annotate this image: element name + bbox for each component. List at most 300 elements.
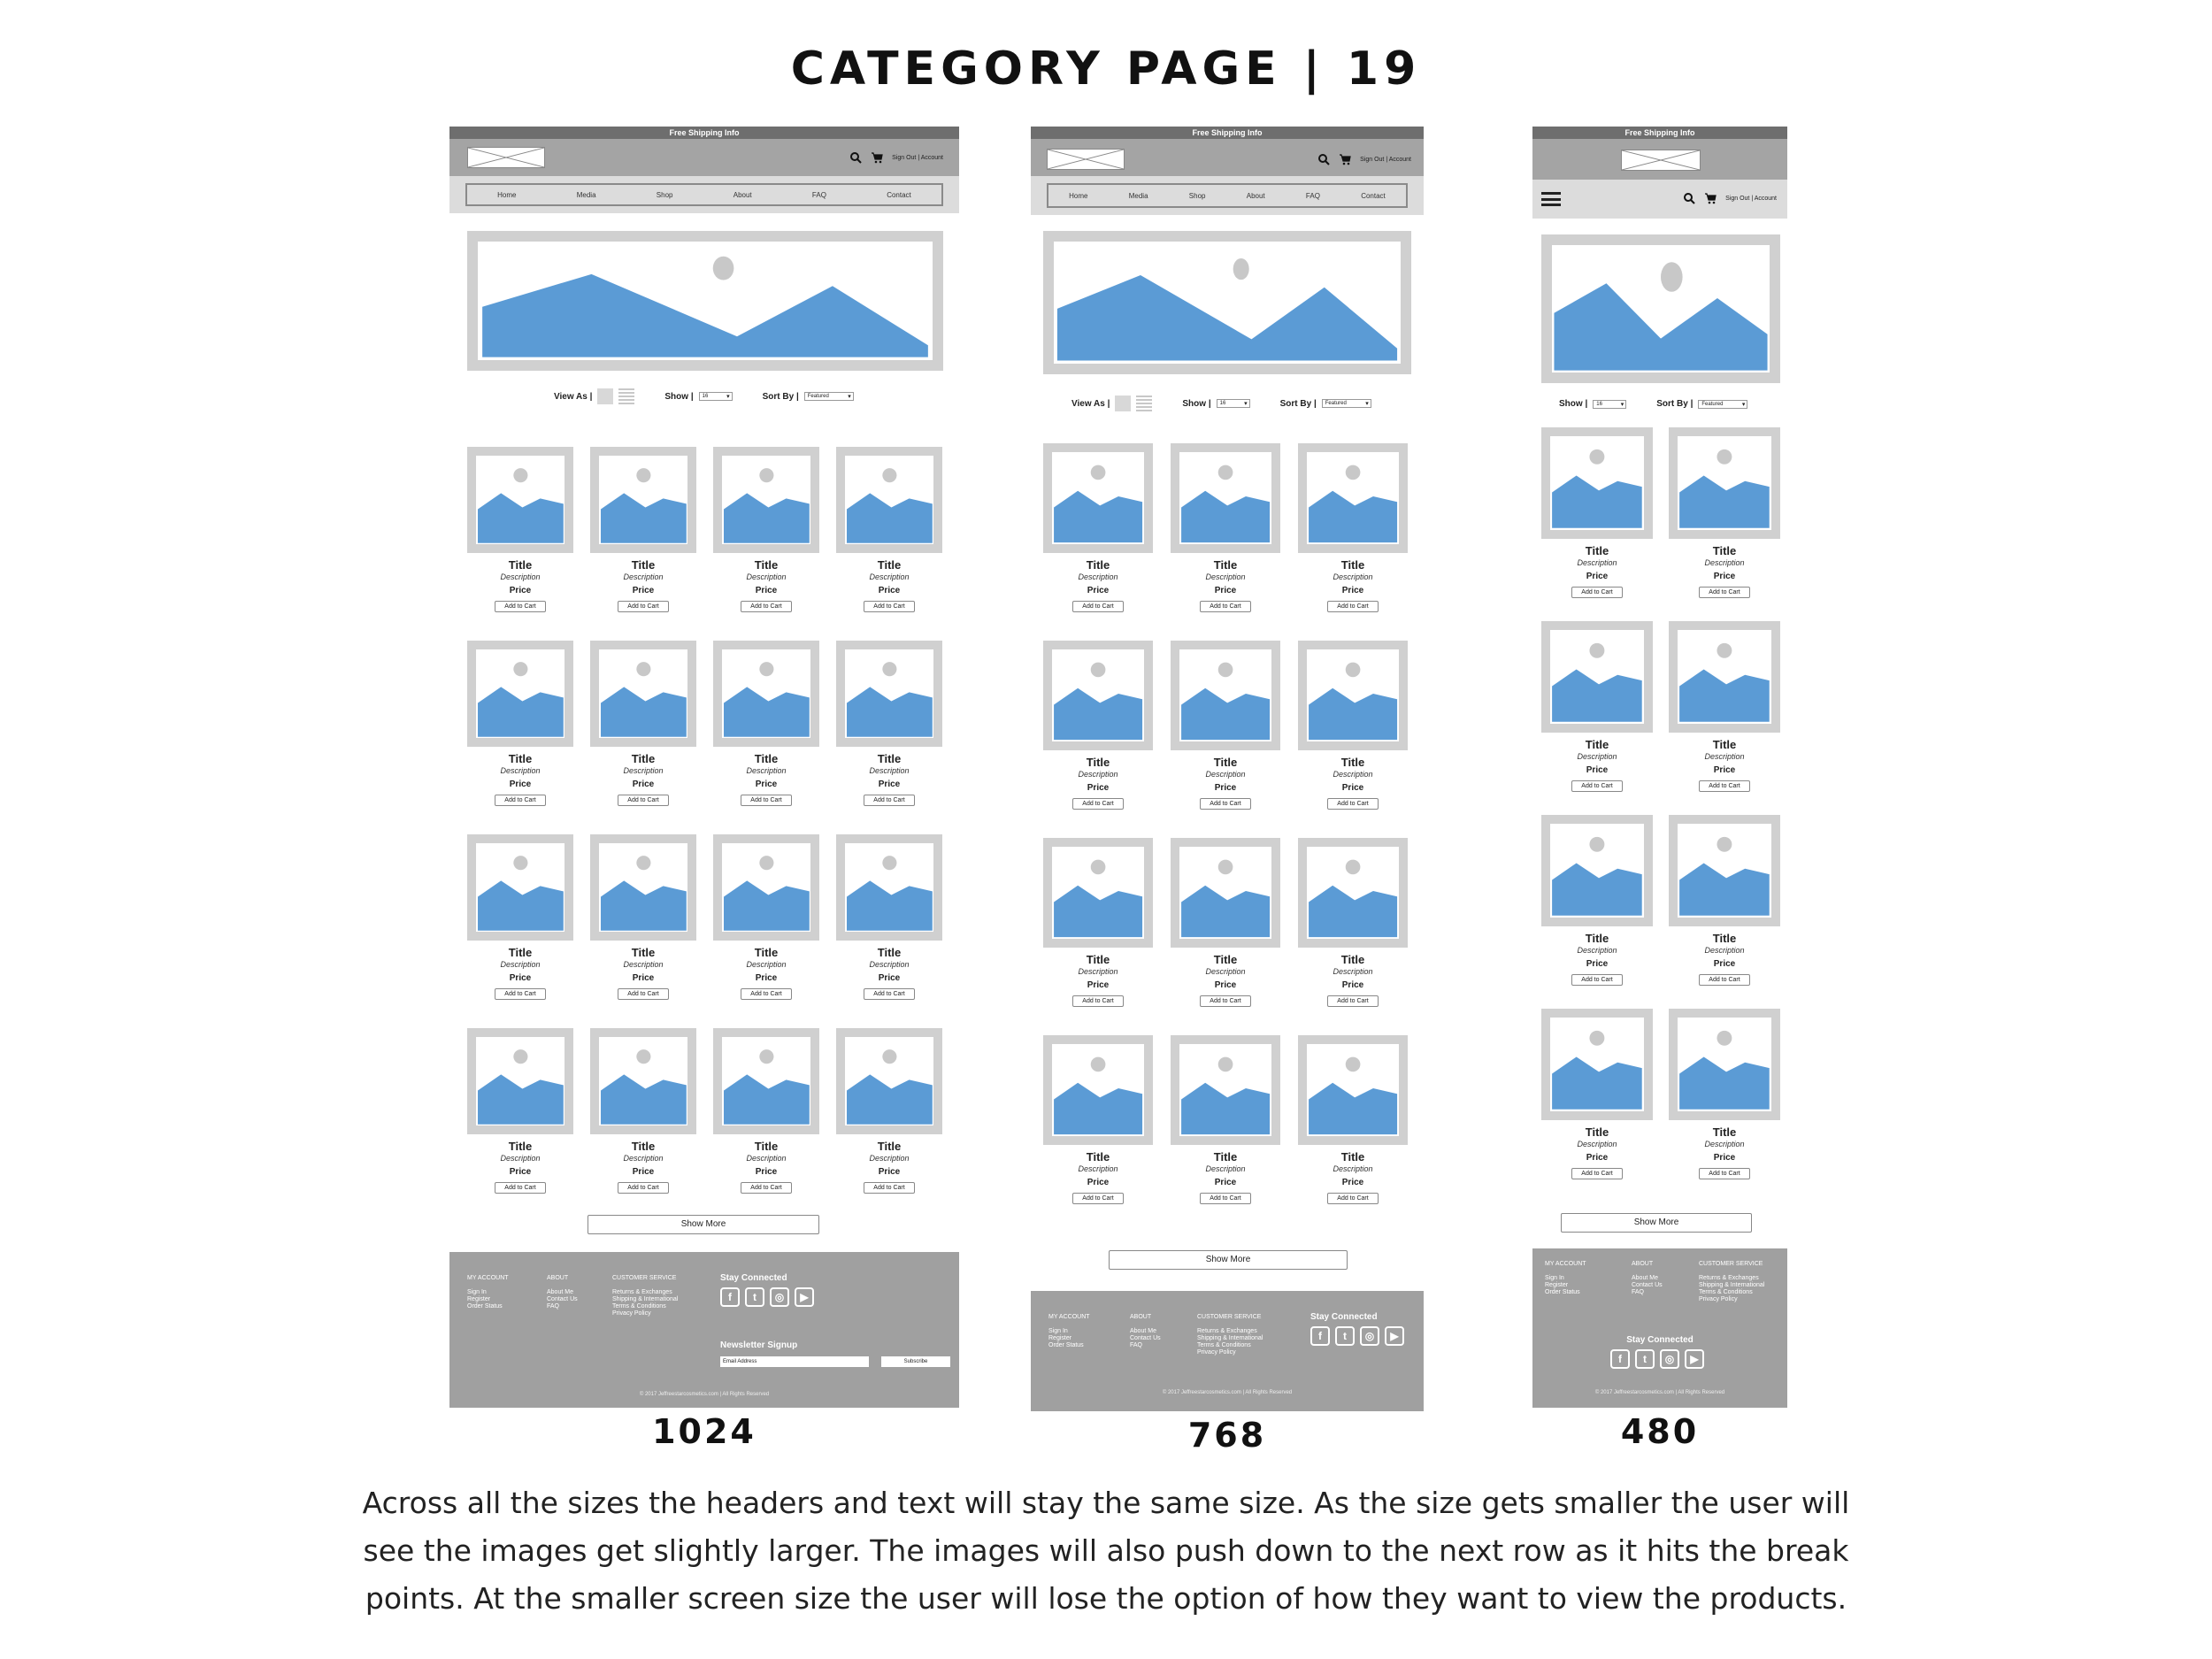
product-image[interactable] <box>590 641 696 747</box>
logo-placeholder[interactable] <box>1621 150 1701 171</box>
twitter-icon[interactable]: t <box>1635 1349 1655 1369</box>
product-card[interactable] <box>467 447 573 612</box>
add-to-cart-button[interactable]: Add to Cart <box>1571 587 1622 598</box>
footer-link[interactable]: Returns & Exchanges <box>1699 1275 1759 1281</box>
product-description: Description <box>623 960 664 969</box>
product-description: Description <box>746 1154 787 1163</box>
product-image[interactable] <box>1171 838 1280 948</box>
footer-link[interactable]: Sign In <box>467 1289 487 1295</box>
youtube-icon[interactable]: ▶ <box>795 1287 814 1307</box>
add-to-cart-button[interactable]: Add to Cart <box>1200 601 1250 612</box>
product-card[interactable] <box>1669 621 1780 792</box>
shipping-banner[interactable]: Free Shipping Info <box>449 127 959 139</box>
shipping-banner[interactable]: Free Shipping Info <box>1532 127 1787 139</box>
facebook-icon[interactable]: f <box>1310 1326 1330 1346</box>
cart-icon[interactable] <box>1704 192 1717 204</box>
product-image[interactable] <box>1043 443 1153 553</box>
size-label-1024: 1024 <box>652 1412 757 1451</box>
product-title[interactable]: Title <box>631 1140 656 1153</box>
product-price: Price <box>1341 1178 1364 1187</box>
add-to-cart-button[interactable]: Add to Cart <box>1327 601 1378 612</box>
product-card[interactable] <box>1541 815 1653 986</box>
product-card[interactable] <box>1043 443 1153 612</box>
nav-shop[interactable]: Shop <box>1188 191 1206 200</box>
social-icons <box>720 1287 814 1307</box>
sort-select[interactable]: Featured ▾ <box>804 392 854 401</box>
product-card[interactable] <box>836 447 942 612</box>
product-description: Description <box>1333 1164 1373 1173</box>
product-card[interactable] <box>1298 1035 1408 1204</box>
nav-bar <box>1532 180 1787 219</box>
product-price: Price <box>755 780 778 789</box>
product-image[interactable] <box>1669 621 1780 733</box>
subscribe-button[interactable]: Subscribe <box>881 1356 950 1367</box>
instagram-icon[interactable]: ◎ <box>770 1287 789 1307</box>
twitter-icon[interactable]: t <box>745 1287 764 1307</box>
product-price: Price <box>632 973 655 983</box>
add-to-cart-button[interactable]: Add to Cart <box>864 1182 914 1194</box>
footer-link[interactable]: FAQ <box>1632 1289 1645 1295</box>
product-card[interactable] <box>1043 1035 1153 1204</box>
product-price: Price <box>878 973 901 983</box>
view-as-label: View As | <box>554 391 593 402</box>
add-to-cart-button[interactable]: Add to Cart <box>1200 995 1250 1007</box>
product-card[interactable] <box>1298 838 1408 1007</box>
product-title[interactable]: Title <box>754 558 779 572</box>
hero-image <box>467 231 943 371</box>
footer-link[interactable]: Privacy Policy <box>1197 1349 1236 1356</box>
add-to-cart-button[interactable]: Add to Cart <box>1699 974 1749 986</box>
product-price: Price <box>509 586 532 595</box>
product-card[interactable] <box>1043 838 1153 1007</box>
product-image[interactable] <box>1541 815 1653 926</box>
product-title[interactable]: Title <box>1340 953 1365 966</box>
product-image[interactable] <box>467 1028 573 1134</box>
add-to-cart-button[interactable]: Add to Cart <box>1571 974 1622 986</box>
product-description: Description <box>1333 572 1373 581</box>
product-card[interactable] <box>1669 427 1780 598</box>
product-price: Price <box>878 586 901 595</box>
product-card[interactable] <box>713 447 819 612</box>
product-title[interactable]: Title <box>754 752 779 765</box>
footer-link[interactable]: Terms & Conditions <box>612 1303 666 1310</box>
nav-about[interactable]: About <box>733 190 752 199</box>
footer-link[interactable]: Terms & Conditions <box>1197 1342 1251 1348</box>
product-card[interactable] <box>836 641 942 806</box>
add-to-cart-button[interactable]: Add to Cart <box>1571 1168 1622 1179</box>
add-to-cart-button[interactable]: Add to Cart <box>1072 798 1123 810</box>
product-card[interactable] <box>467 1028 573 1194</box>
product-title[interactable]: Title <box>1712 1125 1737 1139</box>
product-title[interactable]: Title <box>1340 558 1365 572</box>
footer-link[interactable]: Returns & Exchanges <box>1197 1328 1257 1334</box>
add-to-cart-button[interactable]: Add to Cart <box>618 795 668 806</box>
nav-home[interactable]: Home <box>497 190 517 199</box>
nav-media[interactable]: Media <box>576 190 596 199</box>
nav-faq[interactable]: FAQ <box>811 190 826 199</box>
product-card[interactable] <box>590 1028 696 1194</box>
account-link[interactable]: Sign Out | Account <box>892 154 943 161</box>
product-card[interactable] <box>713 1028 819 1194</box>
product-description: Description <box>1078 1164 1118 1173</box>
product-title[interactable]: Title <box>1213 756 1238 769</box>
product-card[interactable] <box>467 834 573 1000</box>
product-price: Price <box>1214 783 1237 793</box>
footer-link[interactable]: Register <box>1545 1282 1569 1288</box>
product-price: Price <box>1586 959 1609 969</box>
product-title[interactable]: Title <box>1086 1150 1110 1164</box>
product-card[interactable] <box>1541 621 1653 792</box>
add-to-cart-button[interactable]: Add to Cart <box>1327 798 1378 810</box>
add-to-cart-button[interactable]: Add to Cart <box>495 601 545 612</box>
product-title[interactable]: Title <box>508 752 533 765</box>
product-image[interactable] <box>713 641 819 747</box>
add-to-cart-button[interactable]: Add to Cart <box>1327 1193 1378 1204</box>
sort-select[interactable]: Featured ▾ <box>1698 400 1747 409</box>
product-price: Price <box>1341 586 1364 595</box>
product-image[interactable] <box>1669 427 1780 539</box>
product-title[interactable]: Title <box>877 946 902 959</box>
product-card[interactable] <box>1171 838 1280 1007</box>
size-label-768: 768 <box>1187 1416 1267 1455</box>
product-image[interactable] <box>1171 443 1280 553</box>
product-description: Description <box>623 1154 664 1163</box>
product-title[interactable]: Title <box>1585 544 1609 557</box>
search-icon[interactable] <box>849 151 862 164</box>
product-card[interactable] <box>1171 641 1280 810</box>
nav-home[interactable]: Home <box>1069 191 1088 200</box>
product-card[interactable] <box>1298 641 1408 810</box>
footer-link[interactable]: Contact Us <box>1632 1282 1663 1288</box>
product-card[interactable] <box>1669 815 1780 986</box>
product-card[interactable] <box>836 834 942 1000</box>
add-to-cart-button[interactable]: Add to Cart <box>741 795 791 806</box>
nav-contact[interactable]: Contact <box>887 190 911 199</box>
product-title[interactable]: Title <box>1585 932 1609 945</box>
add-to-cart-button[interactable]: Add to Cart <box>495 1182 545 1194</box>
product-image[interactable] <box>1043 641 1153 750</box>
product-price: Price <box>1214 586 1237 595</box>
show-more-button[interactable]: Show More <box>588 1215 819 1234</box>
product-price: Price <box>1087 1178 1110 1187</box>
product-description: Description <box>500 766 541 775</box>
menu-icon[interactable] <box>1541 192 1561 206</box>
footer-link[interactable]: FAQ <box>547 1303 560 1310</box>
add-to-cart-button[interactable]: Add to Cart <box>1072 601 1123 612</box>
list-view-icon[interactable] <box>1136 396 1152 411</box>
youtube-icon[interactable]: ▶ <box>1385 1326 1404 1346</box>
product-title[interactable]: Title <box>1213 953 1238 966</box>
product-title[interactable]: Title <box>1213 558 1238 572</box>
nav-bar <box>1031 176 1424 215</box>
nav-faq[interactable]: FAQ <box>1305 191 1320 200</box>
product-title[interactable]: Title <box>1086 953 1110 966</box>
nav-about[interactable]: About <box>1246 191 1265 200</box>
product-price: Price <box>1087 783 1110 793</box>
product-description: Description <box>500 1154 541 1163</box>
footer-customer-service: CUSTOMER SERVICE Returns & Exchanges Shipping & International Terms & Conditions Privacy Policy <box>612 1275 679 1317</box>
product-card[interactable] <box>1669 1009 1780 1179</box>
grid-view-icon[interactable] <box>1115 396 1131 411</box>
product-price: Price <box>509 973 532 983</box>
product-title[interactable]: Title <box>877 1140 902 1153</box>
grid-view-icon[interactable] <box>597 388 613 404</box>
add-to-cart-button[interactable]: Add to Cart <box>618 601 668 612</box>
product-price: Price <box>1713 1153 1736 1163</box>
email-input[interactable]: Email Address <box>720 1356 869 1367</box>
product-description: Description <box>1205 770 1246 779</box>
add-to-cart-button[interactable]: Add to Cart <box>1699 587 1749 598</box>
product-image[interactable] <box>1541 427 1653 539</box>
product-title[interactable]: Title <box>1585 738 1609 751</box>
footer-link[interactable]: Shipping & International <box>1699 1282 1765 1288</box>
product-image[interactable] <box>1298 838 1408 948</box>
add-to-cart-button[interactable]: Add to Cart <box>741 601 791 612</box>
product-price: Price <box>1341 980 1364 990</box>
product-title[interactable]: Title <box>1712 932 1737 945</box>
product-card[interactable] <box>1298 443 1408 612</box>
nav-media[interactable]: Media <box>1128 191 1148 200</box>
cart-icon[interactable] <box>871 151 883 164</box>
product-card[interactable] <box>1171 443 1280 612</box>
footer-link[interactable]: Register <box>1048 1335 1072 1341</box>
add-to-cart-button[interactable]: Add to Cart <box>1699 780 1749 792</box>
product-image[interactable] <box>1043 838 1153 948</box>
add-to-cart-button[interactable]: Add to Cart <box>1072 995 1123 1007</box>
product-title[interactable]: Title <box>1340 756 1365 769</box>
product-image[interactable] <box>1043 1035 1153 1145</box>
product-description: Description <box>869 960 910 969</box>
footer-link[interactable]: Contact Us <box>1130 1335 1161 1341</box>
product-description: Description <box>1704 1140 1745 1148</box>
footer-link[interactable]: Order Status <box>1048 1342 1084 1348</box>
product-description: Description <box>1577 752 1617 761</box>
copyright: © 2017 Jeffreestarcosmetics.com | All Rights Reserved <box>1162 1390 1293 1395</box>
social-icons <box>1610 1349 1704 1369</box>
product-description: Description <box>746 960 787 969</box>
search-icon[interactable] <box>1317 153 1330 165</box>
nav-contact[interactable]: Contact <box>1361 191 1386 200</box>
footer-about: ABOUT About Me Contact Us FAQ <box>547 1275 578 1310</box>
product-description: Description <box>1205 1164 1246 1173</box>
product-image[interactable] <box>467 641 573 747</box>
header-bar <box>449 139 959 176</box>
logo-placeholder[interactable] <box>467 147 545 168</box>
product-image[interactable] <box>467 834 573 941</box>
footer-link[interactable]: About Me <box>1130 1328 1156 1334</box>
product-title[interactable]: Title <box>1585 1125 1609 1139</box>
add-to-cart-button[interactable]: Add to Cart <box>1200 798 1250 810</box>
add-to-cart-button[interactable]: Add to Cart <box>741 1182 791 1194</box>
footer-link[interactable]: Order Status <box>467 1303 503 1310</box>
product-description: Description <box>869 1154 910 1163</box>
footer-about: ABOUT About Me Contact Us FAQ <box>1130 1314 1161 1348</box>
account-link[interactable]: Sign Out | Account <box>1725 195 1777 202</box>
product-image[interactable] <box>1669 815 1780 926</box>
product-image[interactable] <box>836 641 942 747</box>
product-card[interactable] <box>590 447 696 612</box>
product-price: Price <box>1586 572 1609 581</box>
add-to-cart-button[interactable]: Add to Cart <box>1200 1193 1250 1204</box>
product-card[interactable] <box>713 641 819 806</box>
show-more-button[interactable]: Show More <box>1561 1213 1752 1233</box>
add-to-cart-button[interactable]: Add to Cart <box>1699 1168 1749 1179</box>
product-title[interactable]: Title <box>508 558 533 572</box>
product-price: Price <box>1586 765 1609 775</box>
product-price: Price <box>1713 572 1736 581</box>
product-image[interactable] <box>836 1028 942 1134</box>
product-description: Description <box>623 766 664 775</box>
product-image[interactable] <box>713 1028 819 1134</box>
add-to-cart-button[interactable]: Add to Cart <box>1571 780 1622 792</box>
footer-link[interactable]: Register <box>467 1296 491 1302</box>
product-image[interactable] <box>1298 1035 1408 1145</box>
footer-link[interactable]: Shipping & International <box>612 1296 679 1302</box>
instagram-icon[interactable]: ◎ <box>1360 1326 1379 1346</box>
hero-image <box>1541 234 1780 383</box>
product-image[interactable] <box>713 834 819 941</box>
add-to-cart-button[interactable]: Add to Cart <box>495 795 545 806</box>
product-price: Price <box>1341 783 1364 793</box>
product-image[interactable] <box>1171 641 1280 750</box>
product-title[interactable]: Title <box>877 558 902 572</box>
product-card[interactable] <box>467 641 573 806</box>
account-link[interactable]: Sign Out | Account <box>1360 156 1411 163</box>
header-bar <box>1532 139 1787 180</box>
product-description: Description <box>1704 946 1745 955</box>
footer <box>449 1252 959 1408</box>
cart-icon[interactable] <box>1339 153 1351 165</box>
list-view-icon[interactable] <box>618 388 634 404</box>
show-more-button[interactable]: Show More <box>1109 1250 1348 1270</box>
add-to-cart-button[interactable]: Add to Cart <box>495 988 545 1000</box>
sort-select[interactable]: Featured ▾ <box>1322 399 1371 408</box>
instagram-icon[interactable]: ◎ <box>1660 1349 1679 1369</box>
product-image[interactable] <box>713 447 819 553</box>
product-title[interactable]: Title <box>1213 1150 1238 1164</box>
product-price: Price <box>755 586 778 595</box>
product-card[interactable] <box>1541 427 1653 598</box>
footer-link[interactable]: Order Status <box>1545 1289 1580 1295</box>
product-card[interactable] <box>713 834 819 1000</box>
facebook-icon[interactable]: f <box>720 1287 740 1307</box>
product-title[interactable]: Title <box>631 752 656 765</box>
product-title[interactable]: Title <box>1712 544 1737 557</box>
product-image[interactable] <box>1298 641 1408 750</box>
product-card[interactable] <box>590 641 696 806</box>
add-to-cart-button[interactable]: Add to Cart <box>864 988 914 1000</box>
footer-link[interactable]: Sign In <box>1545 1275 1564 1281</box>
product-title[interactable]: Title <box>1340 1150 1365 1164</box>
product-image[interactable] <box>1541 621 1653 733</box>
footer-link[interactable]: About Me <box>1632 1275 1658 1281</box>
newsletter-heading: Newsletter Signup <box>720 1340 798 1350</box>
logo-placeholder[interactable] <box>1047 149 1125 170</box>
sort-by-label: Sort By | <box>762 391 799 402</box>
product-description: Description <box>1333 967 1373 976</box>
product-card[interactable] <box>1541 1009 1653 1179</box>
footer-link[interactable]: Returns & Exchanges <box>612 1289 672 1295</box>
product-image[interactable] <box>467 447 573 553</box>
footer-link[interactable]: About Me <box>547 1289 573 1295</box>
footer-link[interactable]: Sign In <box>1048 1328 1068 1334</box>
add-to-cart-button[interactable]: Add to Cart <box>618 988 668 1000</box>
product-image[interactable] <box>1298 443 1408 553</box>
product-title[interactable]: Title <box>754 1140 779 1153</box>
add-to-cart-button[interactable]: Add to Cart <box>864 601 914 612</box>
product-price: Price <box>1586 1153 1609 1163</box>
add-to-cart-button[interactable]: Add to Cart <box>741 988 791 1000</box>
facebook-icon[interactable]: f <box>1610 1349 1630 1369</box>
shipping-banner[interactable]: Free Shipping Info <box>1031 127 1424 139</box>
show-select[interactable]: 16 ▾ <box>1217 399 1250 408</box>
footer-link[interactable]: Privacy Policy <box>612 1310 651 1317</box>
product-card[interactable] <box>1171 1035 1280 1204</box>
product-price: Price <box>755 1167 778 1177</box>
product-card[interactable] <box>1043 641 1153 810</box>
twitter-icon[interactable]: t <box>1335 1326 1355 1346</box>
product-card[interactable] <box>590 834 696 1000</box>
footer-link[interactable]: Privacy Policy <box>1699 1296 1738 1302</box>
product-title[interactable]: Title <box>1086 756 1110 769</box>
youtube-icon[interactable]: ▶ <box>1685 1349 1704 1369</box>
product-title[interactable]: Title <box>754 946 779 959</box>
product-image[interactable] <box>590 447 696 553</box>
product-price: Price <box>878 1167 901 1177</box>
add-to-cart-button[interactable]: Add to Cart <box>1327 995 1378 1007</box>
product-description: Description <box>1078 770 1118 779</box>
view-as-label: View As | <box>1071 398 1110 409</box>
product-price: Price <box>1214 1178 1237 1187</box>
stay-connected-heading: Stay Connected <box>720 1273 787 1283</box>
footer-customer-service: CUSTOMER SERVICE Returns & Exchanges Shipping & International Terms & Conditions Privacy Policy <box>1699 1261 1765 1302</box>
product-title[interactable]: Title <box>877 752 902 765</box>
footer-link[interactable]: FAQ <box>1130 1342 1143 1348</box>
product-description: Description <box>500 960 541 969</box>
product-title[interactable]: Title <box>508 946 533 959</box>
page-title: CATEGORY PAGE | 19 <box>790 42 1422 96</box>
stay-connected-heading: Stay Connected <box>1310 1312 1378 1322</box>
product-price: Price <box>878 780 901 789</box>
mockup-1024 <box>449 127 959 1408</box>
product-title[interactable]: Title <box>631 558 656 572</box>
show-select[interactable]: 16 ▾ <box>1593 400 1626 409</box>
product-image[interactable] <box>1171 1035 1280 1145</box>
add-to-cart-button[interactable]: Add to Cart <box>618 1182 668 1194</box>
product-grid <box>467 447 943 1194</box>
footer-my-account: MY ACCOUNT Sign In Register Order Status <box>1048 1314 1090 1348</box>
product-image[interactable] <box>590 834 696 941</box>
product-card[interactable] <box>836 1028 942 1194</box>
product-title[interactable]: Title <box>1712 738 1737 751</box>
product-image[interactable] <box>590 1028 696 1134</box>
nav-shop[interactable]: Shop <box>656 190 673 199</box>
product-title[interactable]: Title <box>631 946 656 959</box>
product-image[interactable] <box>1669 1009 1780 1120</box>
product-title[interactable]: Title <box>508 1140 533 1153</box>
show-select[interactable]: 16 ▾ <box>699 392 733 401</box>
search-icon[interactable] <box>1683 192 1695 204</box>
footer-link[interactable]: Terms & Conditions <box>1699 1289 1753 1295</box>
product-image[interactable] <box>1541 1009 1653 1120</box>
footer-link[interactable]: Shipping & International <box>1197 1335 1263 1341</box>
add-to-cart-button[interactable]: Add to Cart <box>1072 1193 1123 1204</box>
product-image[interactable] <box>836 834 942 941</box>
product-title[interactable]: Title <box>1086 558 1110 572</box>
add-to-cart-button[interactable]: Add to Cart <box>864 795 914 806</box>
footer-link[interactable]: Contact Us <box>547 1296 578 1302</box>
product-image[interactable] <box>836 447 942 553</box>
